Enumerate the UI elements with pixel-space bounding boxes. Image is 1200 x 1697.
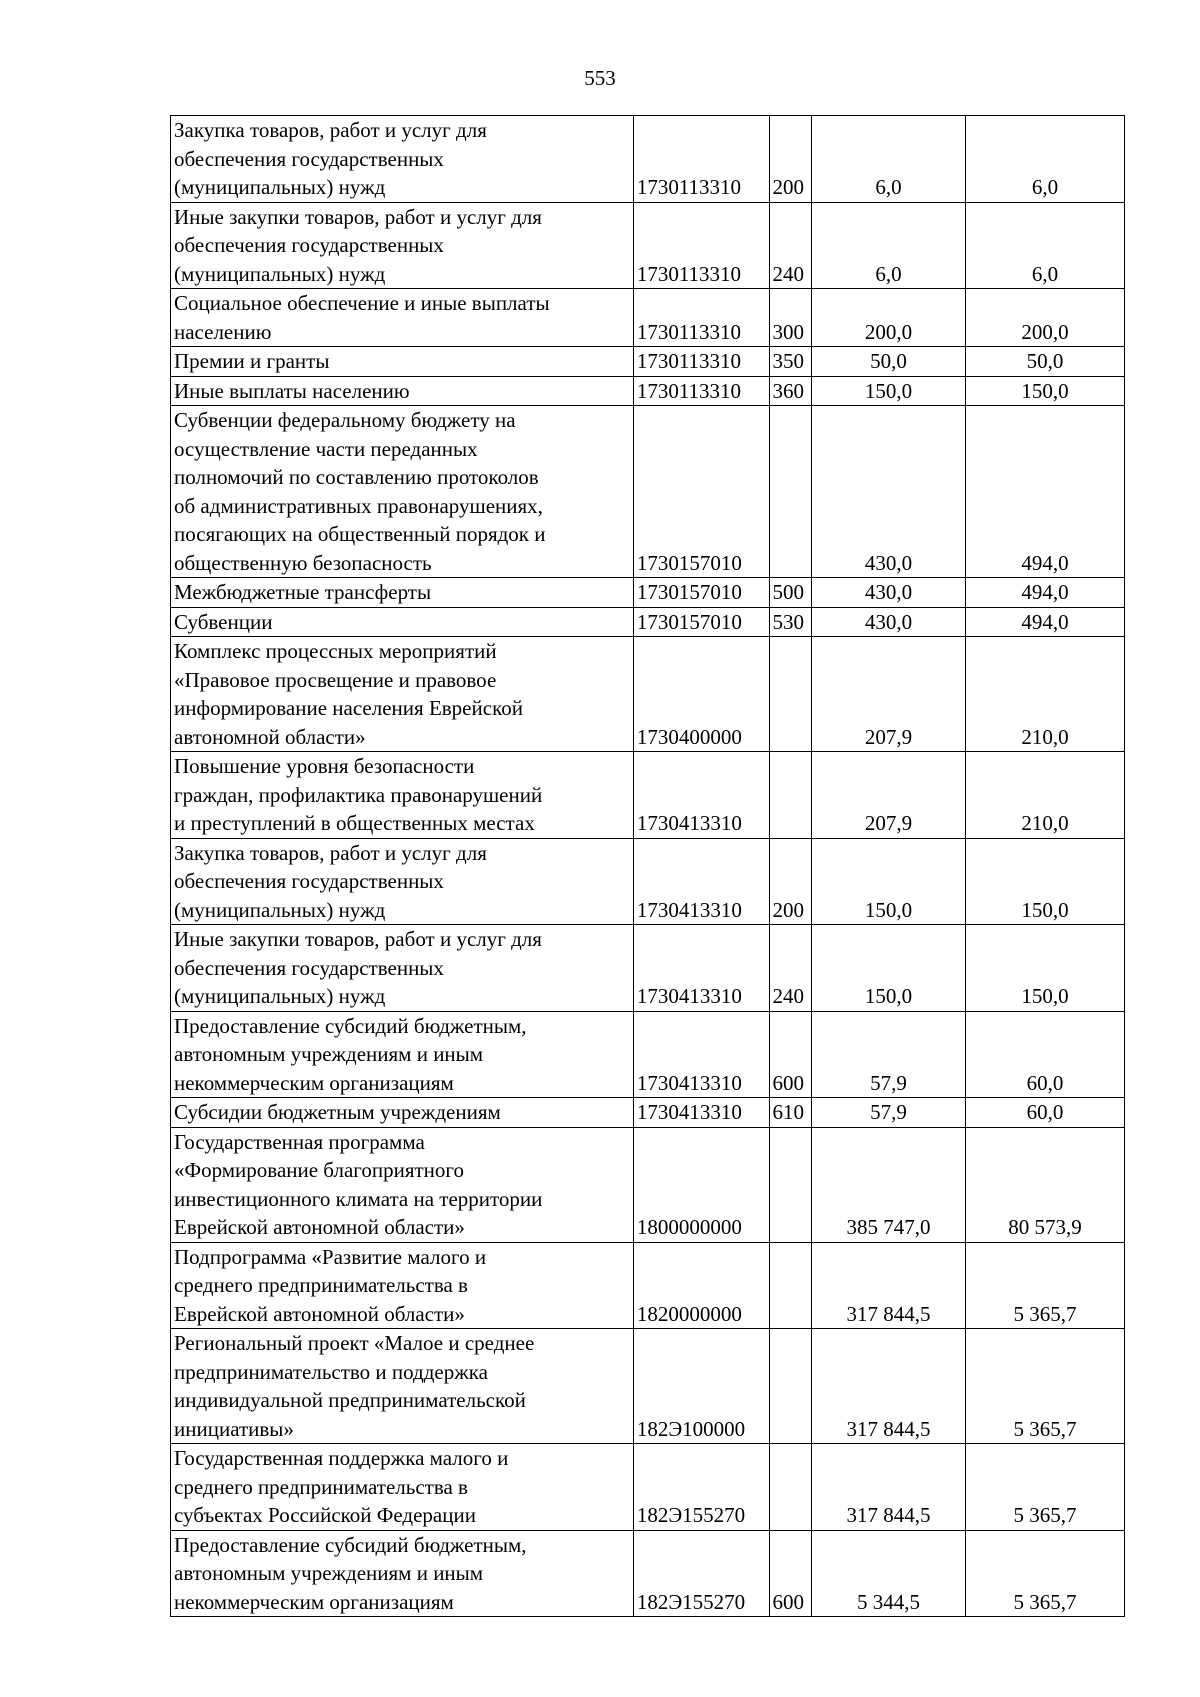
row-name-line: Еврейской автономной области» xyxy=(174,1215,465,1239)
table-row xyxy=(171,1329,1125,1444)
table-row xyxy=(171,116,1125,203)
row-name-cell xyxy=(171,1098,634,1128)
row-expense-type-cell: 200 xyxy=(769,838,812,925)
row-name-line: Премии и гранты xyxy=(174,349,330,373)
row-name-cell xyxy=(171,1329,634,1444)
row-name-line: некоммерческим организациям xyxy=(174,1589,454,1614)
row-name-line: Иные закупки товаров, работ и услуг для xyxy=(174,927,542,951)
row-value-2-cell: 80 573,9 xyxy=(965,1127,1124,1242)
row-value-1-cell: 430,0 xyxy=(812,578,966,608)
row-name-line: предпринимательство и поддержка xyxy=(174,1359,488,1384)
table-row xyxy=(171,1127,1125,1242)
row-name-line: и преступлений в общественных местах xyxy=(174,811,535,835)
row-name-line: среднего предпринимательства в xyxy=(174,1273,468,1297)
page-number: 553 xyxy=(584,66,616,90)
row-value-1-cell: 150,0 xyxy=(812,925,966,1012)
row-code-cell: 1730413310 xyxy=(633,752,769,839)
row-code-cell: 1730413310 xyxy=(633,1011,769,1098)
row-name-line: Подпрограмма «Развитие малого и xyxy=(174,1244,487,1269)
table-row xyxy=(171,752,1125,839)
row-name-line: об административных правонарушениях, xyxy=(174,493,543,518)
row-code-cell: 182Э155270 xyxy=(633,1530,769,1617)
row-expense-type-cell xyxy=(769,1242,812,1329)
row-value-1-cell: 5 344,5 xyxy=(812,1530,966,1617)
row-name-line: (муниципальных) нужд xyxy=(174,984,386,1008)
row-name-cell xyxy=(171,752,634,839)
row-value-2-cell: 494,0 xyxy=(965,607,1124,637)
row-name-line: Социальное обеспечение и иные выплаты xyxy=(174,291,550,315)
row-value-2-cell: 5 365,7 xyxy=(965,1242,1124,1329)
row-name-line: Межбюджетные трансферты xyxy=(174,580,432,604)
row-value-2-cell: 5 365,7 xyxy=(965,1329,1124,1444)
row-value-2-cell: 50,0 xyxy=(965,347,1124,377)
row-value-1-cell: 317 844,5 xyxy=(812,1444,966,1531)
budget-table xyxy=(170,115,1125,1617)
row-value-1-cell: 6,0 xyxy=(812,116,966,203)
row-value-1-cell: 317 844,5 xyxy=(812,1329,966,1444)
row-value-2-cell: 150,0 xyxy=(965,376,1124,406)
row-expense-type-cell: 610 xyxy=(769,1098,812,1128)
row-value-1-cell: 57,9 xyxy=(812,1098,966,1128)
table-row xyxy=(171,925,1125,1012)
row-value-1-cell: 57,9 xyxy=(812,1011,966,1098)
table-row xyxy=(171,406,1125,578)
row-name-cell xyxy=(171,289,634,347)
table-row xyxy=(171,376,1125,406)
row-name-line: обеспечения государственных xyxy=(174,146,444,171)
row-name-line: (муниципальных) нужд xyxy=(174,897,386,922)
row-name-cell xyxy=(171,1011,634,1098)
table-row xyxy=(171,838,1125,925)
row-name-line: общественную безопасность xyxy=(174,550,432,575)
row-name-cell xyxy=(171,578,634,608)
row-value-1-cell: 200,0 xyxy=(812,289,966,347)
row-name-cell xyxy=(171,637,634,752)
row-expense-type-cell xyxy=(769,1444,812,1531)
row-code-cell: 1800000000 xyxy=(633,1127,769,1242)
row-name-line: инвестиционного климата на территории xyxy=(174,1186,543,1211)
row-name-line: среднего предпринимательства в xyxy=(174,1474,468,1499)
row-expense-type-cell: 350 xyxy=(769,347,812,377)
row-name-line: Иные закупки товаров, работ и услуг для xyxy=(174,204,542,229)
row-name-line: населению xyxy=(174,319,272,344)
table-row xyxy=(171,1444,1125,1531)
row-code-cell: 1820000000 xyxy=(633,1242,769,1329)
row-value-1-cell: 430,0 xyxy=(812,406,966,578)
row-value-1-cell: 150,0 xyxy=(812,838,966,925)
row-name-line: субъектах Российской Федерации xyxy=(174,1503,476,1527)
row-expense-type-cell xyxy=(769,1127,812,1242)
row-expense-type-cell: 530 xyxy=(769,607,812,637)
row-name-line: Повышение уровня безопасности xyxy=(174,754,475,778)
row-expense-type-cell xyxy=(769,637,812,752)
row-name-line: автономной области» xyxy=(174,724,366,749)
row-expense-type-cell: 500 xyxy=(769,578,812,608)
row-name-line: «Формирование благоприятного xyxy=(174,1158,465,1182)
table-row xyxy=(171,1242,1125,1329)
table-row xyxy=(171,347,1125,377)
row-name-cell xyxy=(171,116,634,203)
row-expense-type-cell: 200 xyxy=(769,116,812,203)
row-value-1-cell: 317 844,5 xyxy=(812,1242,966,1329)
row-value-2-cell: 6,0 xyxy=(965,116,1124,203)
row-name-line: автономным учреждениям и иным xyxy=(174,1042,484,1066)
row-name-line: осуществление части переданных xyxy=(174,436,478,461)
row-value-2-cell: 200,0 xyxy=(965,289,1124,347)
row-value-2-cell: 60,0 xyxy=(965,1011,1124,1098)
row-name-line: (муниципальных) нужд xyxy=(174,175,386,199)
row-code-cell: 1730157010 xyxy=(633,578,769,608)
row-expense-type-cell: 240 xyxy=(769,202,812,289)
row-code-cell: 1730113310 xyxy=(633,116,769,203)
table-row xyxy=(171,637,1125,752)
row-name-line: Иные выплаты населению xyxy=(174,378,410,403)
row-code-cell: 1730400000 xyxy=(633,637,769,752)
row-name-line: (муниципальных) нужд xyxy=(174,261,386,286)
row-value-2-cell: 494,0 xyxy=(965,578,1124,608)
row-value-2-cell: 150,0 xyxy=(965,925,1124,1012)
row-expense-type-cell xyxy=(769,1329,812,1444)
row-code-cell: 1730113310 xyxy=(633,376,769,406)
row-name-line: инициативы» xyxy=(174,1416,294,1441)
row-expense-type-cell: 360 xyxy=(769,376,812,406)
table-row xyxy=(171,578,1125,608)
row-expense-type-cell xyxy=(769,406,812,578)
row-value-2-cell: 210,0 xyxy=(965,637,1124,752)
row-name-line: Субвенции федеральному бюджету на xyxy=(174,408,516,432)
row-code-cell: 1730413310 xyxy=(633,838,769,925)
row-value-1-cell: 207,9 xyxy=(812,637,966,752)
row-expense-type-cell: 600 xyxy=(769,1530,812,1617)
row-code-cell: 182Э100000 xyxy=(633,1329,769,1444)
row-expense-type-cell: 240 xyxy=(769,925,812,1012)
table-row xyxy=(171,607,1125,637)
row-name-cell xyxy=(171,347,634,377)
row-name-line: Предоставление субсидий бюджетным, xyxy=(174,1532,527,1557)
row-name-line: Предоставление субсидий бюджетным, xyxy=(174,1013,527,1038)
row-name-line: Субсидии бюджетным учреждениям xyxy=(174,1100,501,1124)
row-value-2-cell: 210,0 xyxy=(965,752,1124,839)
row-name-cell xyxy=(171,1127,634,1242)
row-name-line: Государственная программа xyxy=(174,1129,425,1154)
row-name-cell xyxy=(171,406,634,578)
row-code-cell: 1730113310 xyxy=(633,347,769,377)
row-name-line: полномочий по составлению протоколов xyxy=(174,465,539,489)
row-value-1-cell: 385 747,0 xyxy=(812,1127,966,1242)
row-name-line: Региональный проект «Малое и среднее xyxy=(174,1331,535,1355)
row-value-1-cell: 150,0 xyxy=(812,376,966,406)
row-value-1-cell: 50,0 xyxy=(812,347,966,377)
row-name-line: Еврейской автономной области» xyxy=(174,1301,465,1326)
row-name-line: граждан, профилактика правонарушений xyxy=(174,782,543,807)
row-value-1-cell: 6,0 xyxy=(812,202,966,289)
row-name-line: обеспечения государственных xyxy=(174,233,444,257)
table-row xyxy=(171,1530,1125,1617)
row-expense-type-cell: 300 xyxy=(769,289,812,347)
row-value-2-cell: 6,0 xyxy=(965,202,1124,289)
row-name-line: некоммерческим организациям xyxy=(174,1070,454,1095)
row-code-cell: 1730413310 xyxy=(633,1098,769,1128)
row-value-2-cell: 494,0 xyxy=(965,406,1124,578)
row-name-line: Закупка товаров, работ и услуг для xyxy=(174,840,487,865)
row-name-line: «Правовое просвещение и правовое xyxy=(174,667,497,692)
row-name-line: индивидуальной предпринимательской xyxy=(174,1388,526,1412)
row-name-line: обеспечения государственных xyxy=(174,869,444,893)
row-name-line: Государственная поддержка малого и xyxy=(174,1446,509,1470)
table-row xyxy=(171,1098,1125,1128)
row-value-2-cell: 5 365,7 xyxy=(965,1444,1124,1531)
row-name-cell xyxy=(171,838,634,925)
row-name-cell xyxy=(171,1530,634,1617)
row-code-cell: 1730113310 xyxy=(633,289,769,347)
row-name-cell xyxy=(171,376,634,406)
row-name-cell xyxy=(171,607,634,637)
row-value-2-cell: 5 365,7 xyxy=(965,1530,1124,1617)
row-expense-type-cell: 600 xyxy=(769,1011,812,1098)
row-name-cell xyxy=(171,925,634,1012)
row-name-line: обеспечения государственных xyxy=(174,955,444,980)
row-value-2-cell: 150,0 xyxy=(965,838,1124,925)
row-code-cell: 1730157010 xyxy=(633,406,769,578)
row-name-line: Комплекс процессных мероприятий xyxy=(174,639,497,663)
row-expense-type-cell xyxy=(769,752,812,839)
table-row xyxy=(171,202,1125,289)
row-name-line: информирование населения Еврейской xyxy=(174,696,523,720)
row-name-line: Субвенции xyxy=(174,609,273,634)
row-name-cell xyxy=(171,202,634,289)
table-row xyxy=(171,1011,1125,1098)
row-value-1-cell: 207,9 xyxy=(812,752,966,839)
table-row xyxy=(171,289,1125,347)
row-name-line: Закупка товаров, работ и услуг для xyxy=(174,118,487,142)
row-name-cell xyxy=(171,1444,634,1531)
row-code-cell: 1730413310 xyxy=(633,925,769,1012)
row-value-2-cell: 60,0 xyxy=(965,1098,1124,1128)
row-value-1-cell: 430,0 xyxy=(812,607,966,637)
row-name-line: посягающих на общественный порядок и xyxy=(174,522,546,546)
row-code-cell: 182Э155270 xyxy=(633,1444,769,1531)
row-code-cell: 1730157010 xyxy=(633,607,769,637)
row-code-cell: 1730113310 xyxy=(633,202,769,289)
row-name-line: автономным учреждениям и иным xyxy=(174,1561,484,1585)
row-name-cell xyxy=(171,1242,634,1329)
